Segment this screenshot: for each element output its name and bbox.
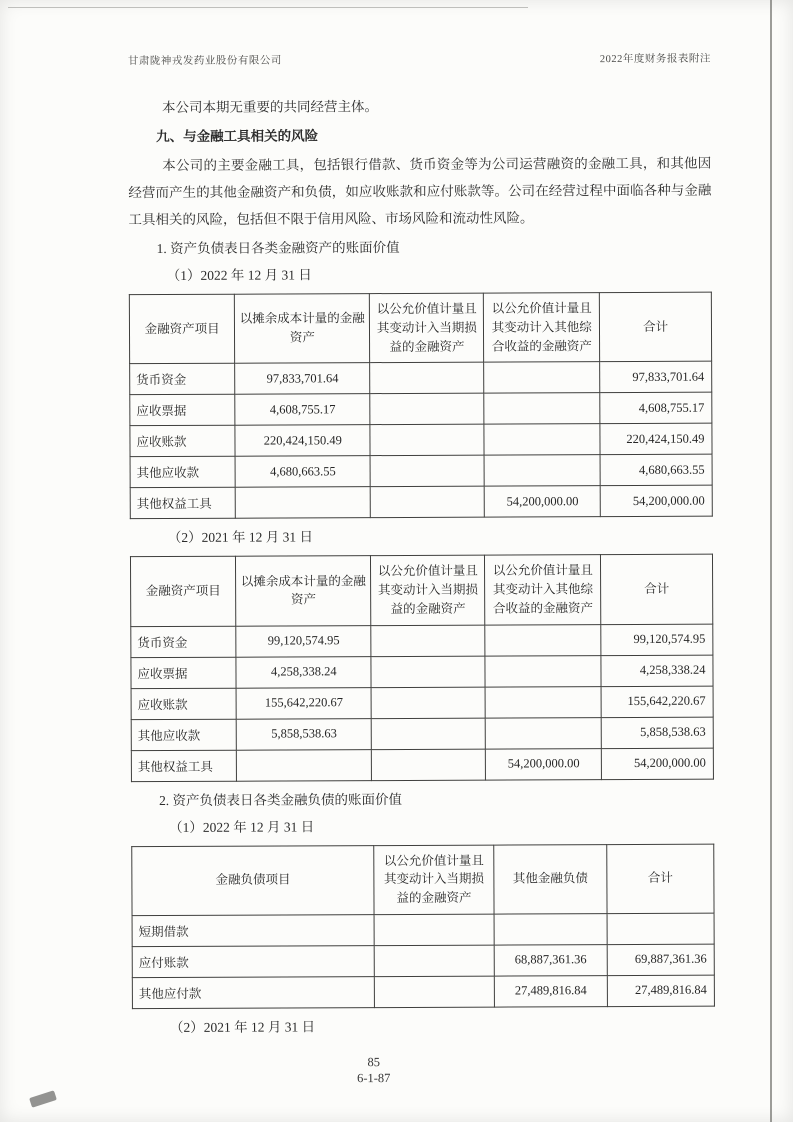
cell-value: 27,489,816.84 [494,975,607,1006]
row-label: 应收账款 [131,688,236,719]
column-header: 其他金融负债 [494,844,607,914]
cell-value: 27,489,816.84 [607,975,714,1006]
table-row [131,748,713,782]
row-label: 其他应收款 [131,719,236,750]
section-heading: 九、与金融工具相关的风险 [156,128,319,145]
cell-value [485,686,601,718]
column-header: 合计 [601,554,713,624]
column-header: 以公允价值计量且其变动计入当期损益的金融资产 [370,293,484,363]
column-header: 金融负债项目 [132,845,374,915]
subheading-date-2022-liabilities: （1）2022 年 12 月 31 日 [169,818,315,835]
item2-title: 2. 资产负债表日各类金融负债的账面价值 [159,791,403,808]
table-row [132,975,714,1009]
cell-value [237,749,372,781]
row-label: 短期借款 [132,914,374,946]
column-header: 金融资产项目 [129,294,235,364]
row-label: 应收票据 [131,657,236,688]
cell-value: 5,858,538.63 [601,717,713,748]
row-label: 应收账款 [130,425,235,456]
cell-value: 54,200,000.00 [600,485,712,516]
cell-value: 5,858,538.63 [237,718,372,750]
subheading-date-2022-assets: （1）2022 年 12 月 31 日 [166,267,312,283]
row-label: 应付账款 [132,945,374,977]
cell-value [371,656,485,687]
cell-value: 97,833,701.64 [235,363,370,395]
table-row [130,485,712,519]
subheading-date-2021-liabilities: （2）2021 年 12 月 31 日 [169,1019,316,1035]
cell-value [370,393,484,424]
cell-value [370,455,484,486]
cell-value: 220,424,150.49 [600,423,712,454]
table-row [130,423,712,457]
table-row [131,624,713,658]
column-header: 以公允价值计量且其变动计入其他综合收益的金融资产 [485,555,601,625]
row-label: 货币资金 [130,363,235,394]
cell-value [370,362,484,393]
cell-value: 54,200,000.00 [602,748,714,779]
cell-value [484,393,600,425]
cell-value: 4,608,755.17 [600,392,712,423]
column-header: 合计 [600,292,712,362]
cell-value: 4,608,755.17 [235,394,370,426]
cell-value [372,749,486,780]
cell-value [371,687,485,718]
table-row [131,655,713,689]
table-header-row [130,554,712,626]
cell-value: 155,642,220.67 [236,687,371,719]
cell-value [370,424,484,455]
column-header: 以公允价值计量且其变动计入当期损益的金融资产 [374,845,494,915]
table-row [132,944,714,978]
subheading-date-2021-assets: （2）2021 年 12 月 31 日 [167,529,314,546]
column-header: 以公允价值计量且其变动计入其他综合收益的金融资产 [484,293,600,363]
paragraph-no-joint-operations: 本公司本期无重要的共同经营主体。 [161,99,379,116]
cell-value [484,424,600,456]
paragraph-risk-intro: 本公司的主要金融工具，包括银行借款、货币资金等为公司运营融资的金融工具，和其他因经营而产生的其他金融资产和负债，如应收账款和应付账款等。公司在经营过程中面临各种与金融工具相关的风险，包括但不限于信用风险、市场风险和流动性风险。 [128,155,712,228]
cell-value [494,913,607,944]
cell-value [372,718,486,749]
page-footer [2,1052,745,1088]
page-number: 85 [367,1054,380,1069]
financial-liabilities-table-2022 [131,843,715,1009]
cell-value [371,625,485,656]
cell-value: 4,258,338.24 [601,655,713,686]
row-label: 其他权益工具 [130,487,235,518]
cell-value [485,624,601,656]
page-header [128,51,711,69]
cell-value: 99,120,574.95 [601,624,713,655]
row-label: 其他应付款 [132,976,374,1008]
cell-value [374,914,494,946]
cell-value [484,362,600,394]
item1-title: 1. 资产负债表日各类金融资产的账面价值 [156,239,400,257]
financial-assets-table-2021 [130,554,714,782]
table-row [130,361,712,395]
cell-value: 155,642,220.67 [601,686,713,717]
document-code: 6-1-87 [357,1070,391,1085]
document-title: 2022年度财务报表附注 [599,53,711,66]
cell-value: 4,258,338.24 [236,656,371,688]
cell-value [374,945,494,977]
column-header: 合计 [607,844,714,914]
cell-value: 4,680,663.55 [600,454,712,485]
cell-value [484,455,600,487]
cell-value [374,976,494,1008]
column-header: 金融资产项目 [130,556,236,626]
cell-value [607,913,714,944]
cell-value: 54,200,000.00 [486,748,602,780]
cell-value [371,486,485,517]
column-header: 以公允价值计量且其变动计入当期损益的金融资产 [371,555,485,625]
cell-value [236,487,371,519]
company-name: 甘肃陇神戎发药业股份有限公司 [127,55,282,68]
table-row [132,913,714,947]
table-row [130,392,712,426]
cell-value [486,717,602,749]
row-label: 应收票据 [130,394,235,425]
cell-value: 97,833,701.64 [600,361,712,392]
cell-value: 54,200,000.00 [485,486,601,518]
financial-assets-table-2022 [129,292,713,520]
table-row [130,454,712,488]
cell-value: 68,887,361.36 [494,944,607,975]
row-label: 其他应收款 [130,456,235,487]
table-row [131,686,713,720]
column-header: 以摊余成本计量的金融资产 [235,294,370,364]
cell-value: 220,424,150.49 [235,425,370,457]
column-header: 以摊余成本计量的金融资产 [236,556,371,626]
cell-value: 4,680,663.55 [235,456,370,488]
row-label: 货币资金 [131,626,236,657]
cell-value: 69,887,361.36 [607,944,714,975]
cell-value [485,655,601,687]
table-row [131,717,713,751]
cell-value: 99,120,574.95 [236,625,371,657]
row-label: 其他权益工具 [131,750,236,781]
table-header-row [132,844,714,916]
table-header-row [129,292,711,364]
